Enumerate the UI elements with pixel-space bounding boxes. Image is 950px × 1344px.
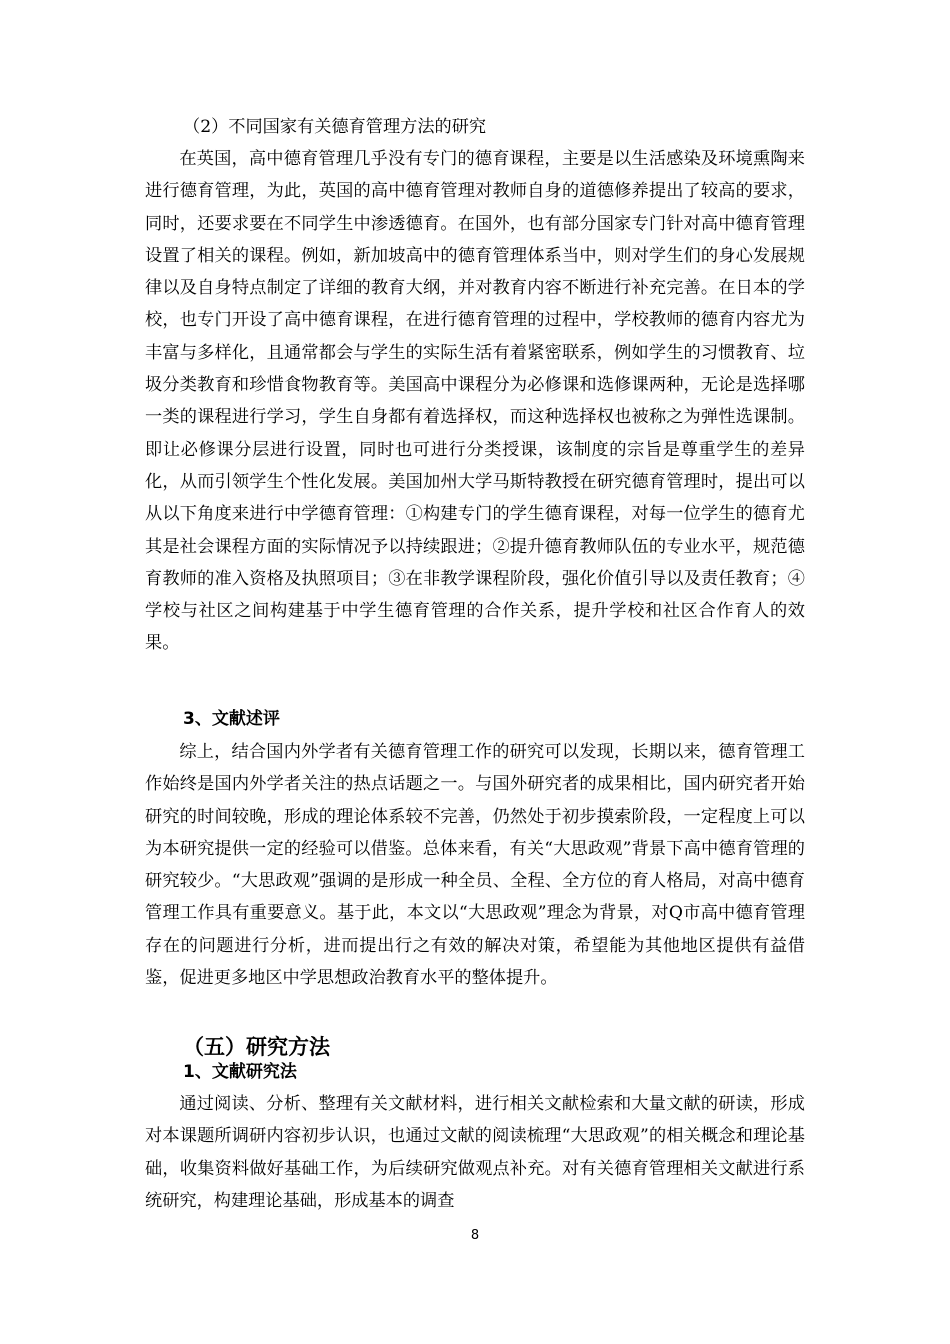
method-heading-literature-study: 1、文献研究法 [183,1062,297,1082]
subsection-heading: （2）不同国家有关德育管理方法的研究 [183,117,487,137]
paragraph-foreign-research: 在英国，高中德育管理几乎没有专门的德育课程，主要是以生活感染及环境熏陶来进行德育管理，为此，英国的高中德育管理对教师自身的道德修养提出了较高的要求，同时，还要求要在不同学生中渗透德育。在国外，也有部分国家专门针对高中德育管理设置了相关的课程。例如，新加坡高中的德育管理体系当中，则对学生们的身心发展规律以及自身特点制定了详细的教育大纲，并对教育内容不断进行补充完善。在日本的学校，也专门开设了高中德育课程，在进行德育管理的过程中，学校教师的德育内容尤为丰富与多样化，且通常都会与学生的实际生活有着紧密联系，例如学生的习惯教育、垃圾分类教育和珍惜食物教育等。美国高中课程分为必修课和选修课两种，无论是选择哪一类的课程进行学习，学生自身都有着选择权，而这种选择权也被称之为弹性选课制。即让必修课分层进行设置，同时也可进行分类授课，该制度的宗旨是尊重学生的差异化，从而引领学生个性化发展。美国加州大学马斯特教授在研究德育管理时，提出可以从以下角度来进行中学德育管理：①构建专门的学生德育课程，对每一位学生的德育尤其是社会课程方面的实际情况予以持续跟进；②提升德育教师队伍的专业水平，规范德育教师的准入资格及执照项目；③在非教学课程阶段，强化价值引导以及责任教育；④学校与社区之间构建基于中学生德育管理的合作关系，提升学校和社区合作育人的效果。 [145,149,805,654]
page-number: 8 [470,1228,480,1243]
literature-review-heading: 3、文献述评 [183,709,280,729]
paragraph-literature-study-method: 通过阅读、分析、整理有关文献材料，进行相关文献检索和大量文献的研读，形成对本课题所调研内容初步认识，也通过文献的阅读梳理“大思政观”的相关概念和理论基础，收集资料做好基础工作，为后续研究做观点补充。对有关德育管理相关文献进行系统研究，构建理论基础，形成基本的调查 [145,1094,805,1211]
paragraph-literature-review: 综上，结合国内外学者有关德育管理工作的研究可以发现，长期以来，德育管理工作始终是国内外学者关注的热点话题之一。与国外研究者的成果相比，国内研究者开始研究的时间较晚，形成的理论体系较不完善，仍然处于初步摸索阶段，一定程度上可以为本研究提供一定的经验可以借鉴。总体来看，有关“大思政观”背景下高中德育管理的研究较少。“大思政观”强调的是形成一种全员、全程、全方位的育人格局，对高中德育管理工作具有重要意义。基于此，本文以“大思政观”理念为背景，对Q市高中德育管理存在的问题进行分析，进而提出行之有效的解决对策，希望能为其他地区提供有益借鉴，促进更多地区中学思想政治教育水平的整体提升。 [145,742,805,989]
section-heading-research-methods: （五）研究方法 [183,1035,330,1059]
